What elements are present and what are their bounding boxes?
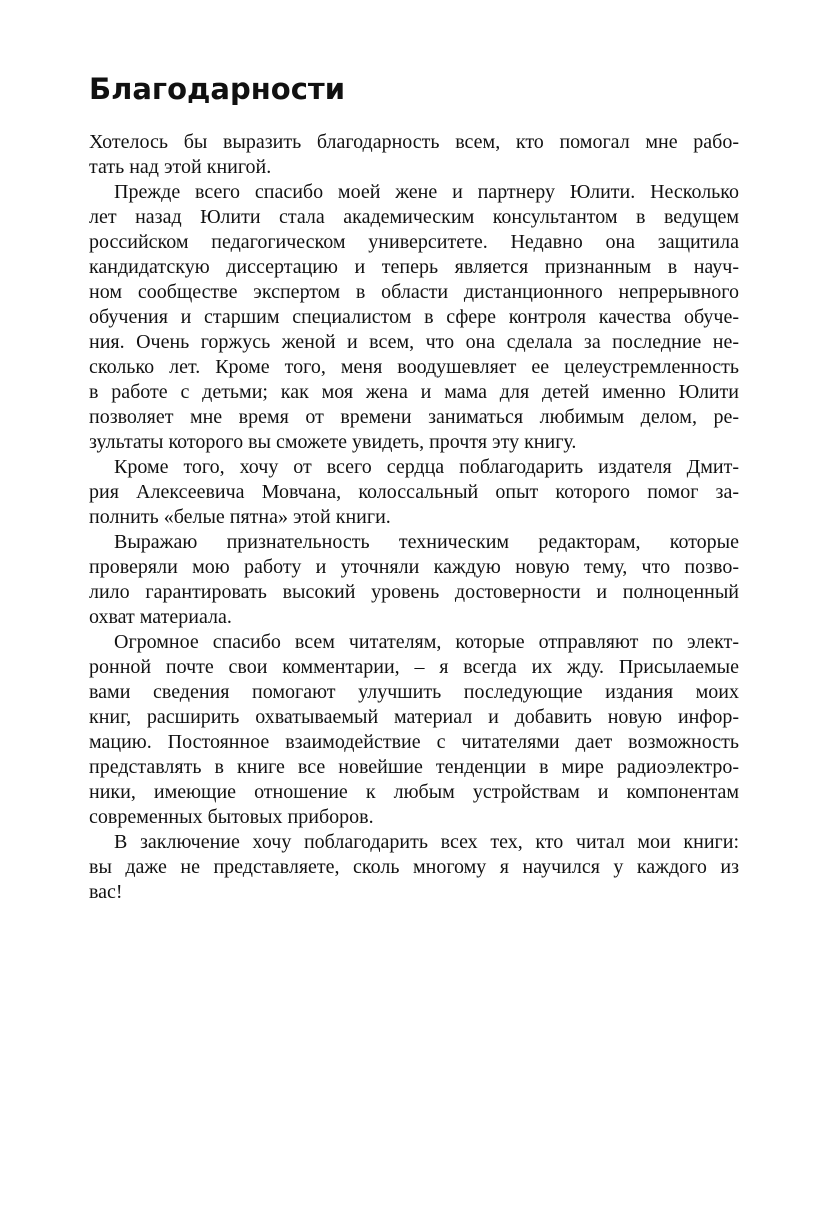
text-line: рия Алексеевича Мовчана, колоссальный опыт которого помог за- — [89, 481, 739, 503]
text-line: российском педагогическом университете. Недавно она защитила — [89, 231, 739, 253]
text-line: современных бытовых приборов. — [89, 806, 374, 828]
text-line: обучения и старшим специалистом в сфере контроля качества обуче- — [89, 306, 739, 328]
text-line: в работе с детьми; как моя жена и мама для детей именно Юлити — [89, 381, 739, 403]
text-line: полнить «белые пятна» этой книги. — [89, 506, 391, 528]
paragraph — [89, 180, 739, 455]
text-line: охват материала. — [89, 606, 232, 628]
text-line: лило гарантировать высокий уровень достоверности и полноценный — [89, 581, 739, 603]
text-line: мацию. Постоянное взаимодействие с читателями дает возможность — [89, 731, 739, 753]
text-line: вас! — [89, 881, 123, 903]
paragraph — [89, 455, 739, 530]
paragraph — [89, 530, 739, 630]
text-line: лет назад Юлити стала академическим консультантом в ведущем — [89, 206, 739, 228]
text-line: вы даже не представляете, сколь многому я научился у каждого из — [89, 856, 739, 878]
text-line: представлять в книге все новейшие тенденции в мире радиоэлектро- — [89, 756, 739, 778]
text-line: ники, имеющие отношение к любым устройствам и компонентам — [89, 781, 739, 803]
text-line: Хотелось бы выразить благодарность всем, кто помогал мне рабо- — [89, 131, 739, 153]
text-line: позволяет мне время от времени заниматься любимым делом, ре- — [89, 406, 739, 428]
text-line: Кроме того, хочу от всего сердца поблагодарить издателя Дмит- — [114, 456, 739, 478]
paragraph — [89, 630, 739, 830]
text-line: ния. Очень горжусь женой и всем, что она сделала за последние не- — [89, 331, 739, 353]
text-line: ном сообществе экспертом в области дистанционного непрерывного — [89, 281, 739, 303]
text-line: книг, расширить охватываемый материал и добавить новую инфор- — [89, 706, 739, 728]
text-line: проверяли мою работу и уточняли каждую новую тему, что позво- — [89, 556, 739, 578]
paragraph — [89, 830, 739, 905]
paragraph — [89, 130, 739, 180]
text-line: тать над этой книгой. — [89, 156, 272, 178]
text-line: сколько лет. Кроме того, меня воодушевляет ее целеустремленность — [89, 356, 739, 378]
text-line: зультаты которого вы сможете увидеть, прочтя эту книгу. — [89, 431, 577, 453]
text-line: Прежде всего спасибо моей жене и партнеру Юлити. Несколько — [114, 181, 739, 203]
text-line: ронной почте свои комментарии, – я всегда их жду. Присылаемые — [89, 656, 739, 678]
text-line: Выражаю признательность техническим редакторам, которые — [114, 531, 739, 553]
text-line: вами сведения помогают улучшить последующие издания моих — [89, 681, 739, 703]
text-line: кандидатскую диссертацию и теперь является признанным в науч- — [89, 256, 739, 278]
page-title: Благодарности — [89, 72, 346, 106]
text-line: В заключение хочу поблагодарить всех тех, кто читал мои книги: — [114, 831, 739, 853]
text-line: Огромное спасибо всем читателям, которые отправляют по элект- — [114, 631, 739, 653]
body-text — [89, 130, 739, 905]
